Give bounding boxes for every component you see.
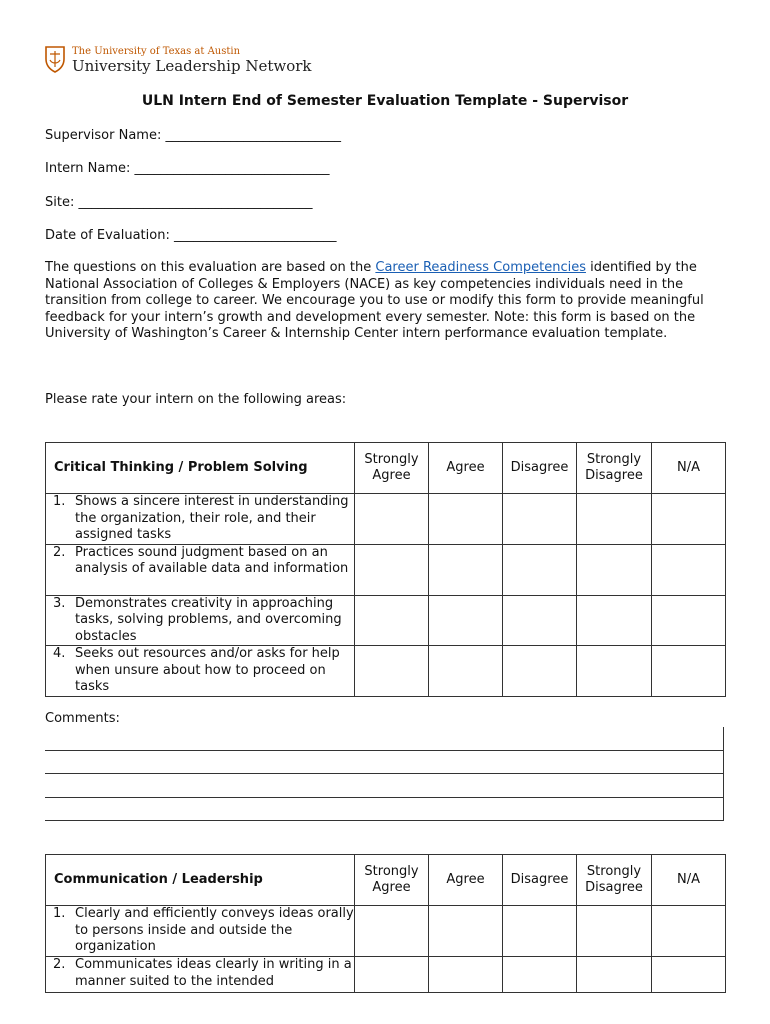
rating-prompt: Please rate your intern on the following areas:	[45, 392, 347, 407]
rating-cell-na[interactable]	[652, 544, 726, 595]
evaluation-date-field[interactable]: Date of Evaluation: _________________________	[45, 228, 337, 243]
rating-cell-strongly-disagree[interactable]	[577, 544, 652, 595]
criterion-item: 2. Practices sound judgment based on an analysis of available data and information	[46, 544, 355, 595]
supervisor-name-field[interactable]: Supervisor Name: ___________________________	[45, 128, 341, 143]
rating-cell-agree[interactable]	[429, 957, 503, 993]
rating-cell-na[interactable]	[652, 595, 726, 646]
header-agree: Agree	[429, 443, 503, 494]
rating-cell-na[interactable]	[652, 646, 726, 697]
header-strongly-disagree: Strongly Disagree	[577, 855, 652, 906]
rating-cell-disagree[interactable]	[503, 595, 577, 646]
rating-cell-disagree[interactable]	[503, 494, 577, 545]
rating-cell-disagree[interactable]	[503, 957, 577, 993]
header-strongly-agree: Strongly Agree	[355, 855, 429, 906]
header-disagree: Disagree	[503, 443, 577, 494]
rating-cell-strongly-agree[interactable]	[355, 957, 429, 993]
criterion-item: 2. Communicates ideas clearly in writing in a manner suited to the intended	[46, 957, 355, 993]
header-strongly-disagree: Strongly Disagree	[577, 443, 652, 494]
rating-cell-na[interactable]	[652, 494, 726, 545]
comment-line[interactable]	[45, 820, 724, 821]
ut-shield-icon	[44, 45, 66, 73]
comments-box-border	[723, 727, 724, 821]
criterion-item: 3. Demonstrates creativity in approaching tasks, solving problems, and overcoming obstacles	[46, 595, 355, 646]
rating-cell-disagree[interactable]	[503, 906, 577, 957]
rating-cell-strongly-agree[interactable]	[355, 595, 429, 646]
intern-name-field[interactable]: Intern Name: ______________________________	[45, 161, 330, 176]
criterion-item: 1. Clearly and efficiently conveys ideas orally to persons inside and outside the organization	[46, 906, 355, 957]
rating-cell-strongly-disagree[interactable]	[577, 906, 652, 957]
rating-cell-agree[interactable]	[429, 494, 503, 545]
rating-cell-agree[interactable]	[429, 906, 503, 957]
rating-cell-strongly-disagree[interactable]	[577, 494, 652, 545]
header-na: N/A	[652, 855, 726, 906]
header-agree: Agree	[429, 855, 503, 906]
rating-table-communication	[45, 854, 726, 993]
rating-cell-strongly-disagree[interactable]	[577, 957, 652, 993]
rating-cell-strongly-agree[interactable]	[355, 544, 429, 595]
intro-paragraph: The questions on this evaluation are based on the Career Readiness Competencies identified by the National Association of Colleges & Employers (NACE) as key competencies individuals need in the transition from college to career. We encourage you to use or modify this form to provide meaningful feedback for your intern’s growth and development every semester. Note: this form is based on the University of Washington’s Career & Internship Center intern performance evaluation template.	[45, 260, 704, 342]
comment-line[interactable]	[45, 797, 724, 798]
rating-cell-na[interactable]	[652, 906, 726, 957]
comments-label: Comments:	[45, 711, 120, 726]
rating-cell-agree[interactable]	[429, 646, 503, 697]
rating-cell-disagree[interactable]	[503, 646, 577, 697]
comment-line[interactable]	[45, 773, 724, 774]
site-field[interactable]: Site: ____________________________________	[45, 195, 313, 210]
header-strongly-agree: Strongly Agree	[355, 443, 429, 494]
rating-cell-strongly-disagree[interactable]	[577, 595, 652, 646]
rating-cell-agree[interactable]	[429, 544, 503, 595]
criterion-item: 4. Seeks out resources and/or asks for help when unsure about how to proceed on tasks	[46, 646, 355, 697]
header-na: N/A	[652, 443, 726, 494]
page-title: ULN Intern End of Semester Evaluation Template - Supervisor	[141, 93, 629, 109]
header-disagree: Disagree	[503, 855, 577, 906]
comment-line[interactable]	[45, 750, 724, 751]
university-name: The University of Texas at Austin	[72, 46, 241, 57]
rating-cell-agree[interactable]	[429, 595, 503, 646]
section-heading: Communication / Leadership	[46, 855, 355, 906]
section-heading: Critical Thinking / Problem Solving	[46, 443, 355, 494]
criterion-item: 1. Shows a sincere interest in understanding the organization, their role, and their assigned tasks	[46, 494, 355, 545]
network-name: University Leadership Network	[72, 57, 312, 75]
rating-cell-disagree[interactable]	[503, 544, 577, 595]
rating-cell-strongly-agree[interactable]	[355, 906, 429, 957]
rating-cell-strongly-disagree[interactable]	[577, 646, 652, 697]
university-logo	[44, 45, 312, 75]
rating-cell-na[interactable]	[652, 957, 726, 993]
rating-cell-strongly-agree[interactable]	[355, 494, 429, 545]
career-readiness-link[interactable]: Career Readiness Competencies	[375, 260, 586, 275]
rating-cell-strongly-agree[interactable]	[355, 646, 429, 697]
rating-table-critical-thinking	[45, 442, 726, 697]
